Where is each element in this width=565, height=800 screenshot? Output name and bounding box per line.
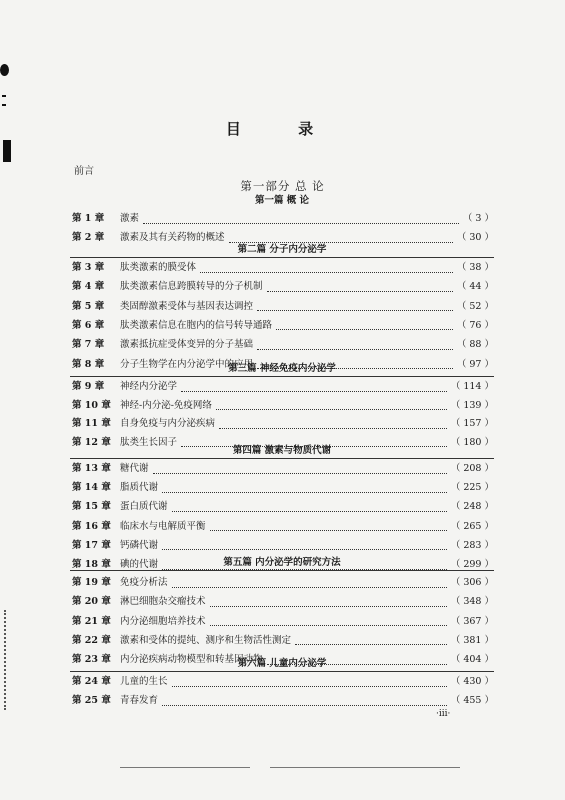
chapter-title: 神经-内分泌-免疫网络 [120, 399, 212, 411]
page-ref: （ 30 ） [456, 232, 494, 243]
chapter-title: 糖代谢 [120, 463, 149, 474]
chapter-number: 第 7 章 [72, 339, 105, 351]
scan-edge-mark [3, 140, 11, 162]
chapter-title: 淋巴细胞杂交瘤技术 [120, 596, 206, 608]
preface-entry: 前言 [74, 166, 94, 177]
page-ref: （ 157 ） [450, 418, 494, 429]
part-heading: 第一部分 总 论 [240, 179, 325, 193]
page-ref: （ 208 ） [450, 463, 494, 474]
dot-leader [210, 522, 447, 531]
page-ref: （ 114 ） [450, 381, 494, 392]
page-ref: （ 3 ） [462, 213, 494, 224]
page-ref: （ 299 ） [450, 559, 494, 570]
chapter-title: 临床水与电解质平衡 [120, 520, 206, 532]
page-ref: （ 225 ） [450, 482, 494, 494]
toc-entry[interactable] [72, 319, 494, 333]
dot-leader [267, 283, 453, 292]
dot-leader [172, 579, 447, 588]
scan-edge-mark [2, 104, 6, 106]
dot-leader [200, 264, 453, 273]
chapter-title: 内分泌疾病动物模型和转基因动物 [120, 654, 263, 666]
chapter-number: 第 4 章 [72, 281, 105, 293]
chapter-title: 肽类激素信息跨膜转导的分子机制 [120, 281, 263, 293]
toc-entry[interactable] [72, 634, 494, 648]
section-heading: 第六篇 儿童内分泌学 [70, 657, 494, 672]
page-number: ·iii· [436, 709, 451, 719]
dot-leader [181, 383, 447, 392]
chapter-title: 肽类激素信息在胞内的信号转导通路 [120, 319, 273, 331]
chapter-number: 第 11 章 [72, 418, 111, 429]
chapter-title: 自身免疫与内分泌疾病 [120, 418, 216, 429]
dot-leader [172, 503, 447, 512]
toc-entry[interactable] [72, 399, 494, 413]
chapter-number: 第 21 章 [72, 615, 111, 627]
toc-entry[interactable] [72, 481, 494, 495]
page-ref: （ 38 ） [456, 262, 494, 273]
page-ref: （ 455 ） [450, 695, 494, 706]
toc-entry[interactable] [72, 539, 494, 553]
page-ref: （ 52 ） [456, 300, 494, 312]
dot-leader [143, 215, 459, 224]
chapter-title: 类固醇激素受体与基因表达调控 [120, 300, 254, 312]
toc-entry[interactable] [72, 462, 494, 476]
chapter-number: 第 6 章 [72, 319, 105, 331]
dot-leader [162, 541, 447, 550]
chapter-title: 脂质代谢 [120, 482, 159, 494]
toc-entry[interactable] [72, 212, 494, 226]
chapter-number: 第 14 章 [72, 482, 111, 494]
chapter-number: 第 23 章 [72, 654, 111, 666]
page-ref: （ 76 ） [456, 319, 494, 331]
chapter-title: 肽类激素的膜受体 [120, 262, 197, 273]
page-ref: （ 180 ） [450, 436, 494, 448]
dot-leader [210, 598, 447, 607]
page-ref: （ 381 ） [450, 634, 494, 646]
dot-leader [162, 697, 447, 706]
chapter-title: 激素 [120, 213, 140, 224]
dot-leader [210, 617, 447, 626]
toc-entry[interactable] [72, 380, 494, 394]
section-heading: 第一篇 概 论 [254, 195, 310, 206]
chapter-number: 第 15 章 [72, 501, 111, 513]
toc-entry[interactable] [72, 694, 494, 708]
page-ref: （ 283 ） [450, 539, 494, 551]
chapter-title: 碘的代谢 [120, 559, 159, 570]
toc-entry[interactable] [72, 615, 494, 629]
section-heading: 第三篇 神经免疫内分泌学 [70, 362, 494, 377]
chapter-number: 第 1 章 [72, 213, 105, 224]
toc-entry[interactable] [72, 261, 494, 275]
chapter-number: 第 2 章 [72, 232, 105, 243]
chapter-title: 钙磷代谢 [120, 539, 159, 551]
page-ref: （ 367 ） [450, 615, 494, 627]
chapter-title: 神经内分泌学 [120, 381, 178, 392]
chapter-number: 第 16 章 [72, 520, 111, 532]
footer-rule [270, 767, 460, 768]
toc-entry[interactable] [72, 500, 494, 514]
page-ref: （ 44 ） [456, 281, 494, 293]
chapter-title: 内分泌细胞培养技术 [120, 615, 206, 627]
chapter-number: 第 9 章 [72, 381, 105, 392]
dot-leader [257, 302, 453, 311]
section-heading: 第四篇 激素与物质代谢 [70, 444, 494, 459]
chapter-number: 第 18 章 [72, 559, 111, 570]
page-ref: （ 139 ） [450, 399, 494, 411]
section-heading: 第五篇 内分泌学的研究方法 [70, 556, 494, 571]
toc-entry[interactable] [72, 417, 494, 431]
scan-edge-mark [2, 95, 6, 97]
page-ref: （ 348 ） [450, 596, 494, 608]
chapter-number: 第 10 章 [72, 399, 111, 411]
dot-leader [229, 234, 453, 243]
dot-leader [216, 401, 447, 410]
chapter-title: 激素及其有关药物的概述 [120, 232, 225, 243]
chapter-number: 第 12 章 [72, 436, 111, 448]
chapter-number: 第 5 章 [72, 300, 105, 312]
chapter-title: 激素和受体的提纯、测序和生物活性测定 [120, 634, 292, 646]
page-ref: （ 248 ） [450, 501, 494, 513]
chapter-title: 青春发育 [120, 695, 159, 706]
chapter-number: 第 25 章 [72, 695, 111, 706]
toc-entry[interactable] [72, 576, 494, 590]
chapter-number: 第 13 章 [72, 463, 111, 474]
dot-leader [162, 484, 447, 493]
dot-leader [153, 465, 447, 474]
page-ref: （ 306 ） [450, 577, 494, 588]
chapter-number: 第 19 章 [72, 577, 111, 588]
chapter-number: 第 8 章 [72, 358, 105, 370]
toc-entry[interactable] [72, 595, 494, 609]
chapter-title: 蛋白质代谢 [120, 501, 168, 513]
dot-leader [276, 321, 453, 330]
chapter-number: 第 24 章 [72, 676, 111, 687]
page-title: 目 录 [225, 120, 340, 138]
dot-leader [257, 341, 453, 350]
chapter-number: 第 20 章 [72, 596, 111, 608]
scan-edge-mark [0, 64, 9, 76]
page-ref: （ 404 ） [450, 654, 494, 666]
chapter-title: 儿童的生长 [120, 676, 168, 687]
page-ref: （ 88 ） [456, 339, 494, 351]
toc-entry[interactable] [72, 675, 494, 689]
dot-leader [219, 420, 447, 429]
chapter-title: 免疫分析法 [120, 577, 168, 588]
dot-leader [295, 636, 447, 645]
toc-entry[interactable] [72, 338, 494, 352]
chapter-title: 激素抵抗症受体变异的分子基础 [120, 339, 254, 351]
dot-leader [172, 678, 447, 687]
toc-entry[interactable] [72, 520, 494, 534]
toc-entry[interactable] [72, 300, 494, 314]
chapter-number: 第 22 章 [72, 634, 111, 646]
footer-rule [120, 767, 250, 768]
toc-entry[interactable] [72, 280, 494, 294]
section-heading: 第二篇 分子内分泌学 [70, 243, 494, 258]
chapter-title: 分子生物学在内分泌学中的应用 [120, 358, 254, 370]
chapter-number: 第 17 章 [72, 539, 111, 551]
page-ref: （ 430 ） [450, 676, 494, 687]
page-ref: （ 97 ） [456, 358, 494, 370]
chapter-number: 第 3 章 [72, 262, 105, 273]
binding-edge-marks [4, 610, 14, 710]
page-ref: （ 265 ） [450, 520, 494, 532]
chapter-title: 肽类生长因子 [120, 436, 178, 448]
